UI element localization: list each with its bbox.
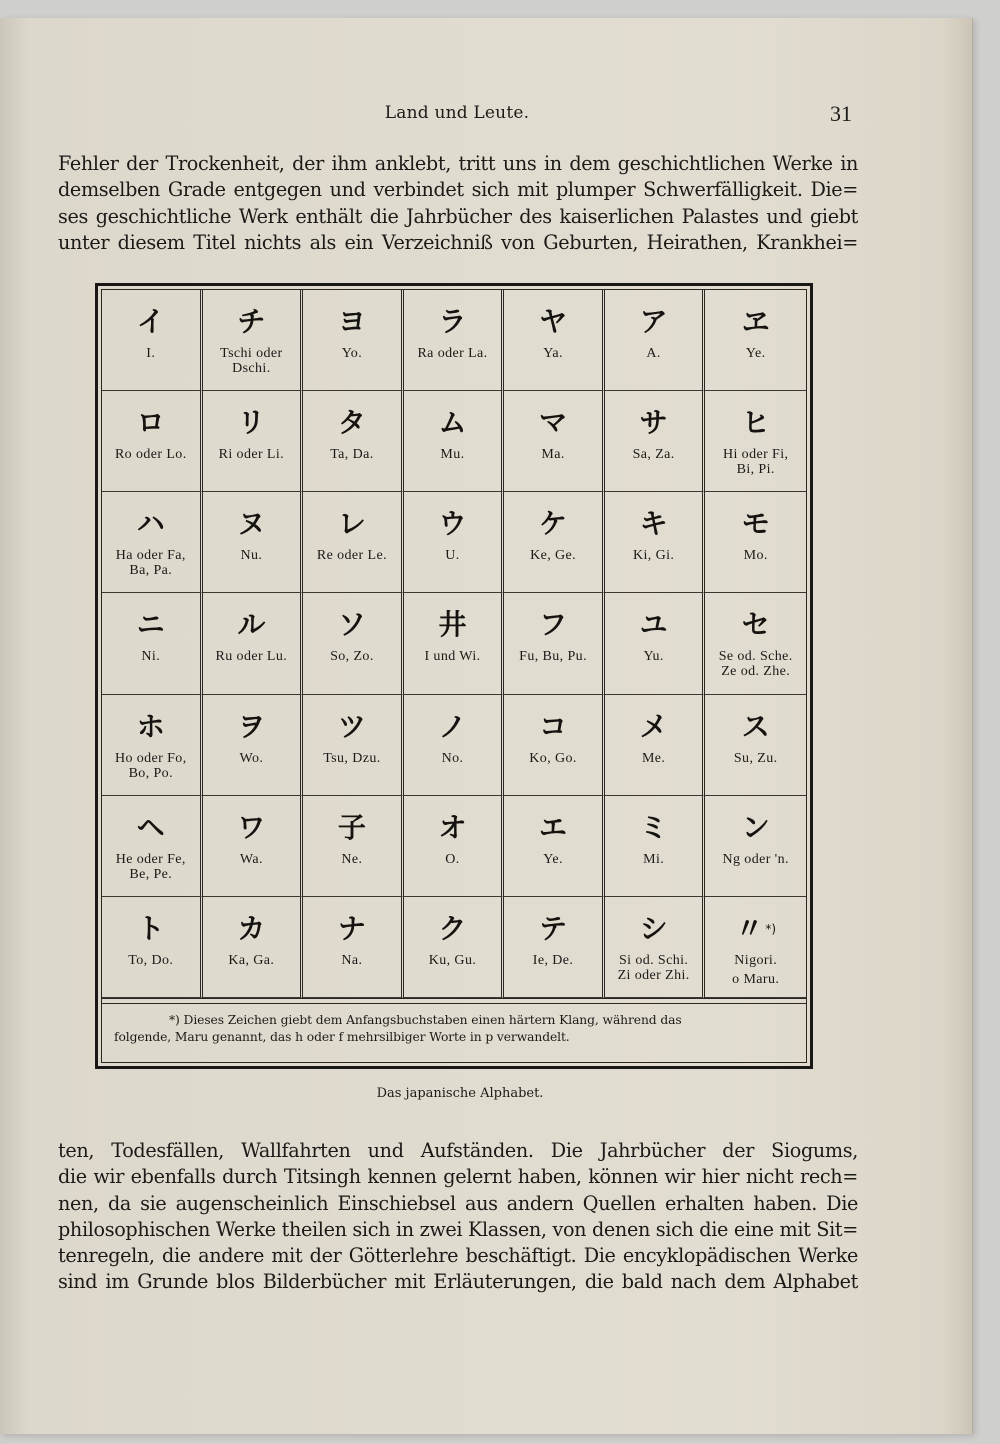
kana-cell bbox=[203, 492, 304, 593]
kana-character: シ bbox=[639, 911, 668, 945]
kana-cell bbox=[605, 897, 706, 998]
kana-character: ナ bbox=[337, 911, 366, 945]
kana-grid bbox=[102, 290, 806, 998]
kana-cell bbox=[705, 391, 806, 492]
page-number: 31 bbox=[830, 101, 852, 126]
romanization-label: Re oder Le. bbox=[316, 548, 387, 564]
kana-character: ヤ bbox=[539, 305, 568, 338]
kana-character: 〃 bbox=[735, 911, 764, 945]
romanization-label: Ri oder Li. bbox=[218, 447, 285, 463]
kana-character: 井 bbox=[438, 608, 467, 642]
romanization-label: So, Zo. bbox=[330, 649, 374, 665]
paragraph-top bbox=[58, 151, 858, 256]
kana-glyph bbox=[203, 607, 301, 643]
kana-glyph bbox=[504, 911, 602, 947]
kana-character: ロ bbox=[136, 406, 165, 440]
kana-cell bbox=[504, 796, 605, 897]
kana-glyph bbox=[203, 506, 301, 542]
romanization-label: Ha oder Fa, Ba, Pa. bbox=[115, 548, 186, 579]
kana-glyph bbox=[203, 911, 301, 947]
kana-cell bbox=[102, 492, 203, 593]
kana-cell bbox=[303, 492, 404, 593]
kana-character: コ bbox=[539, 709, 568, 743]
kana-glyph bbox=[504, 810, 602, 846]
text-line: nen, da sie augenscheinlich Einschiebsel aus andern Quellen erhalten haben. Die bbox=[58, 1191, 858, 1215]
kana-cell bbox=[605, 391, 706, 492]
romanization-label: He oder Fe, Be, Pe. bbox=[115, 851, 186, 882]
page-header bbox=[62, 103, 852, 131]
kana-cell bbox=[404, 290, 505, 391]
kana-glyph bbox=[705, 810, 806, 846]
romanization-label: Ng oder 'n. bbox=[722, 851, 789, 867]
kana-glyph bbox=[605, 810, 703, 846]
romanization-label: A. bbox=[646, 346, 661, 361]
romanization-label: Ya. bbox=[543, 346, 563, 361]
kana-glyph bbox=[605, 506, 703, 542]
kana-character: ル bbox=[237, 608, 266, 642]
romanization-label: I und Wi. bbox=[424, 649, 481, 665]
kana-glyph bbox=[404, 405, 502, 441]
kana-character: テ bbox=[539, 911, 568, 945]
text-line: ten, Todesfällen, Wallfahrten und Aufständen. Die Jahrbücher der Siogums, bbox=[58, 1139, 858, 1162]
text-line: demselben Grade entgegen und verbindet sich mit plumper Schwerfälligkeit. Die= bbox=[58, 178, 858, 202]
kana-glyph bbox=[303, 405, 401, 441]
paragraph-bottom bbox=[58, 1138, 858, 1296]
romanization-label: Tsu, Dzu. bbox=[323, 750, 381, 766]
kana-glyph bbox=[705, 304, 806, 340]
kana-glyph bbox=[404, 506, 502, 542]
kana-cell bbox=[705, 593, 806, 694]
kana-cell bbox=[203, 897, 304, 998]
kana-character: メ bbox=[639, 709, 668, 743]
kana-cell bbox=[102, 796, 203, 897]
romanization-label: Ku, Gu. bbox=[428, 952, 477, 968]
kana-glyph bbox=[203, 405, 301, 441]
romanization-label: Ki, Gi. bbox=[632, 548, 675, 564]
kana-cell bbox=[504, 593, 605, 694]
kana-glyph bbox=[102, 810, 200, 846]
romanization-label: Ro oder Lo. bbox=[114, 447, 187, 463]
romanization-label: Fu, Bu, Pu. bbox=[519, 649, 587, 665]
text-line: Fehler der Trockenheit, der ihm anklebt, tritt uns in dem geschichtlichen Werke in bbox=[58, 152, 858, 175]
kana-glyph bbox=[504, 304, 602, 340]
kana-character: モ bbox=[741, 507, 770, 541]
kana-character: ハ bbox=[136, 507, 165, 541]
kana-character: ム bbox=[438, 406, 467, 440]
kana-glyph bbox=[705, 709, 806, 745]
text-line: tenregeln, die andere mit der Götterlehre beschäftigt. Die encyklopädischen Werke bbox=[58, 1244, 858, 1268]
romanization-label-secondary: o Maru. bbox=[732, 971, 780, 987]
kana-cell bbox=[605, 695, 706, 796]
book-page bbox=[0, 18, 973, 1434]
romanization-label: O. bbox=[445, 851, 460, 867]
kana-glyph bbox=[102, 506, 200, 542]
kana-glyph bbox=[404, 709, 502, 745]
romanization-label: Sa, Za. bbox=[632, 447, 675, 463]
romanization-label: Ne. bbox=[341, 851, 363, 867]
kana-glyph bbox=[203, 810, 301, 846]
romanization-label: Me. bbox=[641, 750, 666, 766]
romanization-label: Ko, Go. bbox=[529, 750, 577, 766]
kana-character: ラ bbox=[438, 305, 467, 338]
kana-glyph bbox=[303, 810, 401, 846]
kana-glyph bbox=[404, 304, 502, 340]
kana-cell bbox=[705, 492, 806, 593]
kana-character: マ bbox=[539, 406, 568, 440]
romanization-label: Ie, De. bbox=[532, 952, 574, 968]
kana-cell bbox=[605, 290, 706, 391]
kana-cell bbox=[605, 796, 706, 897]
kana-character: オ bbox=[438, 810, 467, 844]
figure-caption: Das japanische Alphabet. bbox=[376, 1086, 544, 1101]
kana-cell bbox=[102, 593, 203, 694]
kana-glyph bbox=[303, 607, 401, 643]
kana-cell bbox=[404, 391, 505, 492]
kana-glyph bbox=[605, 911, 703, 947]
romanization-label: Ke, Ge. bbox=[530, 548, 577, 564]
kana-cell bbox=[303, 897, 404, 998]
kana-cell bbox=[303, 593, 404, 694]
kana-glyph bbox=[203, 304, 301, 340]
kana-glyph bbox=[605, 405, 703, 441]
kana-glyph bbox=[504, 607, 602, 643]
kana-glyph bbox=[102, 607, 200, 643]
kana-glyph bbox=[705, 911, 806, 947]
kana-glyph bbox=[605, 709, 703, 745]
romanization-label: Tschi oder Dschi. bbox=[220, 346, 283, 376]
romanization-label: Ye. bbox=[745, 346, 766, 361]
kana-glyph bbox=[705, 506, 806, 542]
kana-character: ヱ bbox=[741, 305, 770, 338]
kana-character: タ bbox=[337, 406, 366, 440]
kana-cell bbox=[504, 695, 605, 796]
kana-cell bbox=[705, 290, 806, 391]
kana-glyph bbox=[504, 709, 602, 745]
kana-cell bbox=[605, 492, 706, 593]
kana-cell bbox=[705, 897, 806, 998]
kana-character: エ bbox=[539, 810, 568, 844]
kana-cell bbox=[203, 391, 304, 492]
kana-cell bbox=[203, 796, 304, 897]
table-footnote bbox=[114, 1012, 794, 1046]
romanization-label: Wo. bbox=[239, 750, 264, 766]
kana-cell bbox=[102, 391, 203, 492]
kana-glyph bbox=[303, 709, 401, 745]
divider bbox=[102, 998, 806, 1004]
kana-glyph bbox=[303, 911, 401, 947]
romanization-label: To, Do. bbox=[128, 952, 174, 968]
kana-character: セ bbox=[741, 608, 770, 642]
kana-cell bbox=[203, 695, 304, 796]
romanization-label: Se od. Sche. Ze od. Zhe. bbox=[718, 649, 793, 680]
kana-character: ユ bbox=[639, 608, 668, 642]
kana-cell bbox=[504, 391, 605, 492]
kana-cell bbox=[303, 695, 404, 796]
kana-cell bbox=[303, 391, 404, 492]
kana-glyph bbox=[404, 810, 502, 846]
romanization-label: No. bbox=[441, 750, 464, 766]
romanization-label: Yu. bbox=[643, 649, 664, 665]
kana-cell bbox=[705, 796, 806, 897]
kana-character: カ bbox=[237, 911, 266, 945]
kana-glyph bbox=[504, 405, 602, 441]
alphabet-table bbox=[95, 283, 813, 1069]
romanization-label: Su, Zu. bbox=[733, 750, 778, 766]
text-line: die wir ebenfalls durch Titsingh kennen gelernt haben, können wir hier nicht rech= bbox=[58, 1165, 858, 1189]
kana-character: ヨ bbox=[337, 305, 366, 338]
romanization-label: Ma. bbox=[541, 447, 565, 463]
kana-cell bbox=[404, 593, 505, 694]
kana-character: ア bbox=[639, 305, 668, 338]
kana-cell bbox=[404, 492, 505, 593]
kana-glyph bbox=[705, 405, 806, 441]
kana-character: ト bbox=[136, 911, 165, 945]
kana-glyph bbox=[605, 304, 703, 340]
kana-character: ミ bbox=[639, 810, 668, 844]
romanization-label: Ta, Da. bbox=[330, 447, 374, 463]
kana-cell bbox=[203, 593, 304, 694]
running-title: Land und Leute. bbox=[384, 103, 530, 123]
kana-cell bbox=[504, 492, 605, 593]
kana-glyph bbox=[504, 506, 602, 542]
kana-character: ワ bbox=[237, 810, 266, 844]
kana-cell bbox=[102, 695, 203, 796]
kana-glyph bbox=[102, 405, 200, 441]
kana-character: キ bbox=[639, 507, 668, 541]
kana-cell bbox=[705, 695, 806, 796]
kana-cell bbox=[303, 290, 404, 391]
kana-character: ヘ bbox=[136, 810, 165, 844]
kana-character: ソ bbox=[337, 608, 366, 642]
kana-cell bbox=[504, 290, 605, 391]
romanization-label: Ka, Ga. bbox=[228, 952, 275, 968]
romanization-label: Wa. bbox=[239, 851, 263, 867]
kana-character: リ bbox=[237, 406, 266, 440]
kana-glyph bbox=[605, 607, 703, 643]
kana-character: ヒ bbox=[741, 406, 770, 440]
kana-character: ツ bbox=[337, 709, 366, 743]
romanization-label: U. bbox=[445, 548, 460, 564]
text-line: philosophischen Werke theilen sich in zwei Klassen, von denen sich die eine mit Sit= bbox=[58, 1217, 858, 1241]
romanization-label: I. bbox=[146, 346, 156, 361]
kana-cell bbox=[605, 593, 706, 694]
kana-cell bbox=[504, 897, 605, 998]
footnote-mark: *) bbox=[765, 921, 777, 936]
romanization-label: Ho oder Fo, Bo, Po. bbox=[114, 750, 187, 781]
kana-glyph bbox=[303, 506, 401, 542]
kana-character: チ bbox=[237, 305, 266, 338]
kana-character: ニ bbox=[136, 608, 165, 642]
romanization-label: Mu. bbox=[440, 447, 465, 463]
romanization-label: Mi. bbox=[643, 851, 665, 867]
romanization-label: Na. bbox=[341, 952, 363, 968]
kana-character: ホ bbox=[136, 709, 165, 743]
romanization-label: Ra oder La. bbox=[417, 346, 488, 361]
kana-glyph bbox=[404, 607, 502, 643]
romanization-label: Ru oder Lu. bbox=[215, 649, 288, 665]
kana-cell bbox=[404, 796, 505, 897]
kana-character: ノ bbox=[438, 709, 467, 743]
romanization-label: Hi oder Fi, Bi, Pi. bbox=[722, 447, 789, 478]
kana-cell bbox=[303, 796, 404, 897]
kana-character: サ bbox=[639, 406, 668, 440]
kana-character: レ bbox=[337, 507, 366, 541]
kana-glyph bbox=[203, 709, 301, 745]
romanization-label: Mo. bbox=[743, 548, 768, 564]
romanization-label: Ye. bbox=[543, 851, 563, 867]
kana-character: ヲ bbox=[237, 709, 266, 743]
footnote-line: folgende, Maru genannt, das h oder f mehrsilbiger Worte in p verwandelt. bbox=[114, 1030, 570, 1044]
kana-cell bbox=[203, 290, 304, 391]
romanization-label: Si od. Schi. Zi oder Zhi. bbox=[617, 952, 690, 983]
footnote-line: *) Dieses Zeichen giebt dem Anfangsbuchstaben einen härtern Klang, während das bbox=[169, 1013, 682, 1027]
kana-glyph bbox=[102, 304, 200, 340]
kana-cell bbox=[102, 897, 203, 998]
kana-character: ヌ bbox=[237, 507, 266, 541]
romanization-label: Nigori. bbox=[734, 952, 778, 968]
kana-character: イ bbox=[136, 305, 165, 338]
kana-cell bbox=[404, 897, 505, 998]
romanization-label: Nu. bbox=[240, 548, 263, 564]
text-line: ses geschichtliche Werk enthält die Jahrbücher des kaiserlichen Palastes und giebt bbox=[58, 204, 858, 228]
text-line: sind im Grunde blos Bilderbücher mit Erläuterungen, die bald nach dem Alphabet bbox=[58, 1270, 858, 1294]
kana-cell bbox=[102, 290, 203, 391]
kana-glyph bbox=[404, 911, 502, 947]
kana-glyph bbox=[303, 304, 401, 340]
kana-character: 子 bbox=[337, 810, 366, 844]
kana-cell bbox=[404, 695, 505, 796]
kana-character: フ bbox=[539, 608, 568, 642]
text-line: unter diesem Titel nichts als ein Verzeichniß von Geburten, Heirathen, Krankhei= bbox=[58, 230, 858, 254]
kana-character: ウ bbox=[438, 507, 467, 541]
kana-character: ク bbox=[438, 911, 467, 945]
kana-character: ス bbox=[741, 709, 770, 743]
kana-character: ン bbox=[741, 810, 770, 844]
romanization-label: Ni. bbox=[141, 649, 161, 665]
kana-character: ケ bbox=[539, 507, 568, 541]
kana-glyph bbox=[705, 607, 806, 643]
kana-glyph bbox=[102, 911, 200, 947]
romanization-label: Yo. bbox=[341, 346, 363, 361]
kana-glyph bbox=[102, 709, 200, 745]
